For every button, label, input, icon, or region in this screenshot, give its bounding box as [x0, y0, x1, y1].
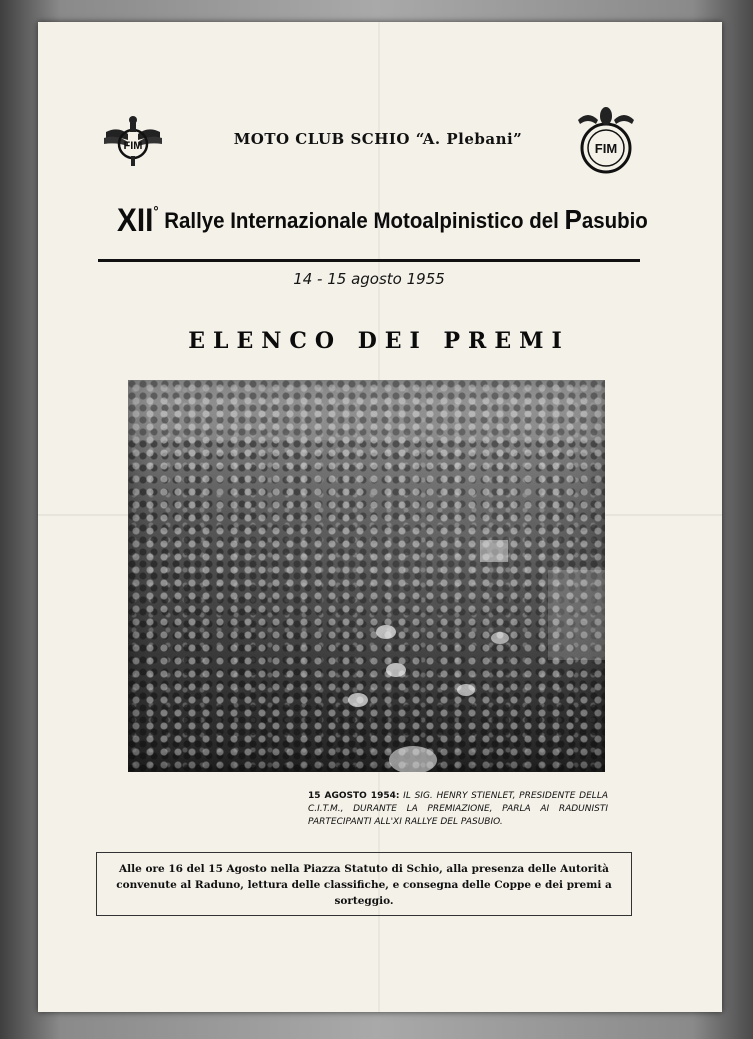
- logo-right-letters: FIM: [594, 141, 618, 156]
- title-main-text: Rallye Internazionale Motoalpinistico del: [158, 208, 565, 233]
- crowd-photograph: [128, 380, 605, 772]
- fim-shield-emblem-icon: [574, 104, 638, 180]
- rally-title: [116, 202, 648, 239]
- title-underline: [98, 259, 640, 262]
- photo-details: [128, 380, 605, 772]
- fim-winged-emblem-icon: [102, 114, 164, 168]
- title-p-rest: asubio: [581, 208, 648, 233]
- caption-date: 15 AGOSTO 1954:: [308, 791, 400, 801]
- poster-sheet: [38, 22, 722, 1012]
- title-ordinal: XII: [116, 202, 154, 238]
- caption-text: IL SIG. HENRY STIENLET, PRESIDENTE DELLA C.I.T.M., DURANTE LA PREMIAZIONE, PARLA AI RADUNISTI PARTECIPANTI ALL'XI RALLYE DEL PASUBIO.: [308, 791, 608, 827]
- award-ceremony-notice: Alle ore 16 del 15 Agosto nella Piazza Statuto di Schio, alla presenza delle Autorità convenute al Raduno, lettura delle classifiche, e consegna delle Coppe e dei premi a sorteggio.: [96, 852, 632, 916]
- section-heading: ELENCO DEI PREMI: [188, 328, 570, 354]
- club-name: MOTO CLUB SCHIO “A. Plebani”: [233, 130, 523, 148]
- title-degree: °: [153, 203, 159, 219]
- photo-caption: [308, 790, 608, 829]
- logo-left-letters: FIM: [123, 140, 143, 152]
- event-dates: 14 - 15 agosto 1955: [293, 270, 445, 288]
- title-p-letter: P: [564, 204, 582, 235]
